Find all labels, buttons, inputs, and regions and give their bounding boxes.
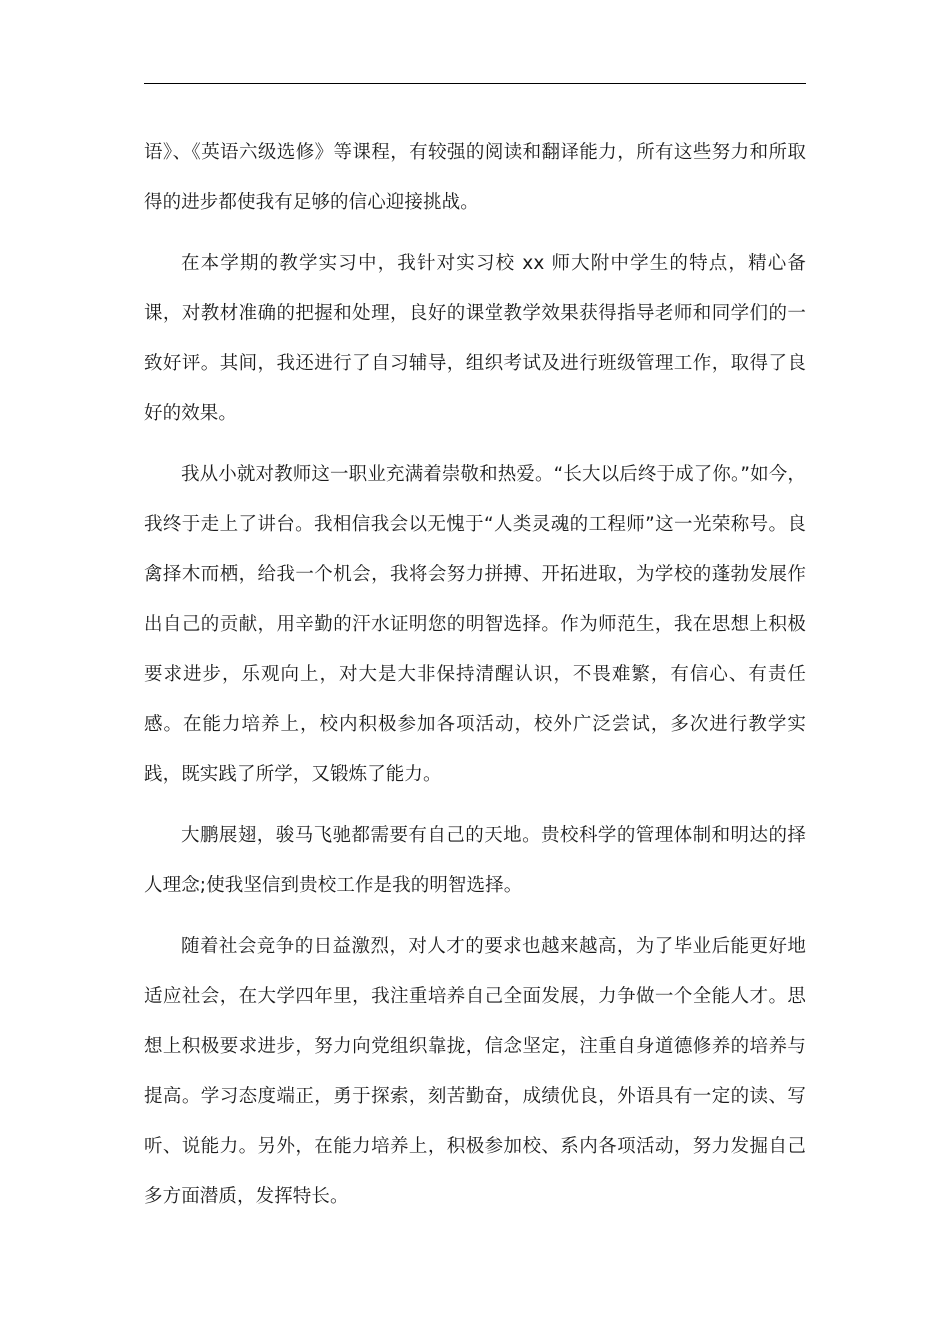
- document-body: [144, 128, 806, 1233]
- paragraph-5: 随着社会竞争的日益激烈，对人才的要求也越来越高，为了毕业后能更好地适应社会，在大学四年里，我注重培养自己全面发展，力争做一个全能人才。思想上积极要求进步，努力向党组织靠拢，信念坚定，注重自身道德修养的培养与提高。学习态度端正，勇于探索，刻苦勤奋，成绩优良，外语具有一定的读、写听、说能力。另外，在能力培养上，积极参加校、系内各项活动，努力发掘自己多方面潜质，发挥特长。: [144, 936, 806, 1207]
- paragraph-4: 大鹏展翅，骏马飞驰都需要有自己的天地。贵校科学的管理体制和明达的择人理念;使我坚信到贵校工作是我的明智选择。: [144, 825, 806, 896]
- paragraph-1: 语》、《英语六级选修》等课程，有较强的阅读和翻译能力，所有这些努力和所取得的进步都使我有足够的信心迎接挑战。: [144, 142, 806, 213]
- paragraph-2: 在本学期的教学实习中，我针对实习校 xx 师大附中学生的特点，精心备课，对教材准确的把握和处理，良好的课堂教学效果获得指导老师和同学们的一致好评。其间，我还进行了自习辅导，组织考试及进行班级管理工作，取得了良好的效果。: [144, 253, 806, 424]
- header-rule: [144, 83, 806, 84]
- paragraph-3: 我从小就对教师这一职业充满着崇敬和热爱。“长大以后终于成了你。”如今，我终于走上了讲台。我相信我会以无愧于“人类灵魂的工程师”这一光荣称号。良禽择木而栖，给我一个机会，我将会努力拼搏、开拓进取，为学校的蓬勃发展作出自己的贡献，用辛勤的汗水证明您的明智选择。作为师范生，我在思想上积极要求进步，乐观向上，对大是大非保持清醒认识，不畏难繁，有信心、有责任感。在能力培养上，校内积极参加各项活动，校外广泛尝试，多次进行教学实践，既实践了所学，又锻炼了能力。: [144, 464, 806, 785]
